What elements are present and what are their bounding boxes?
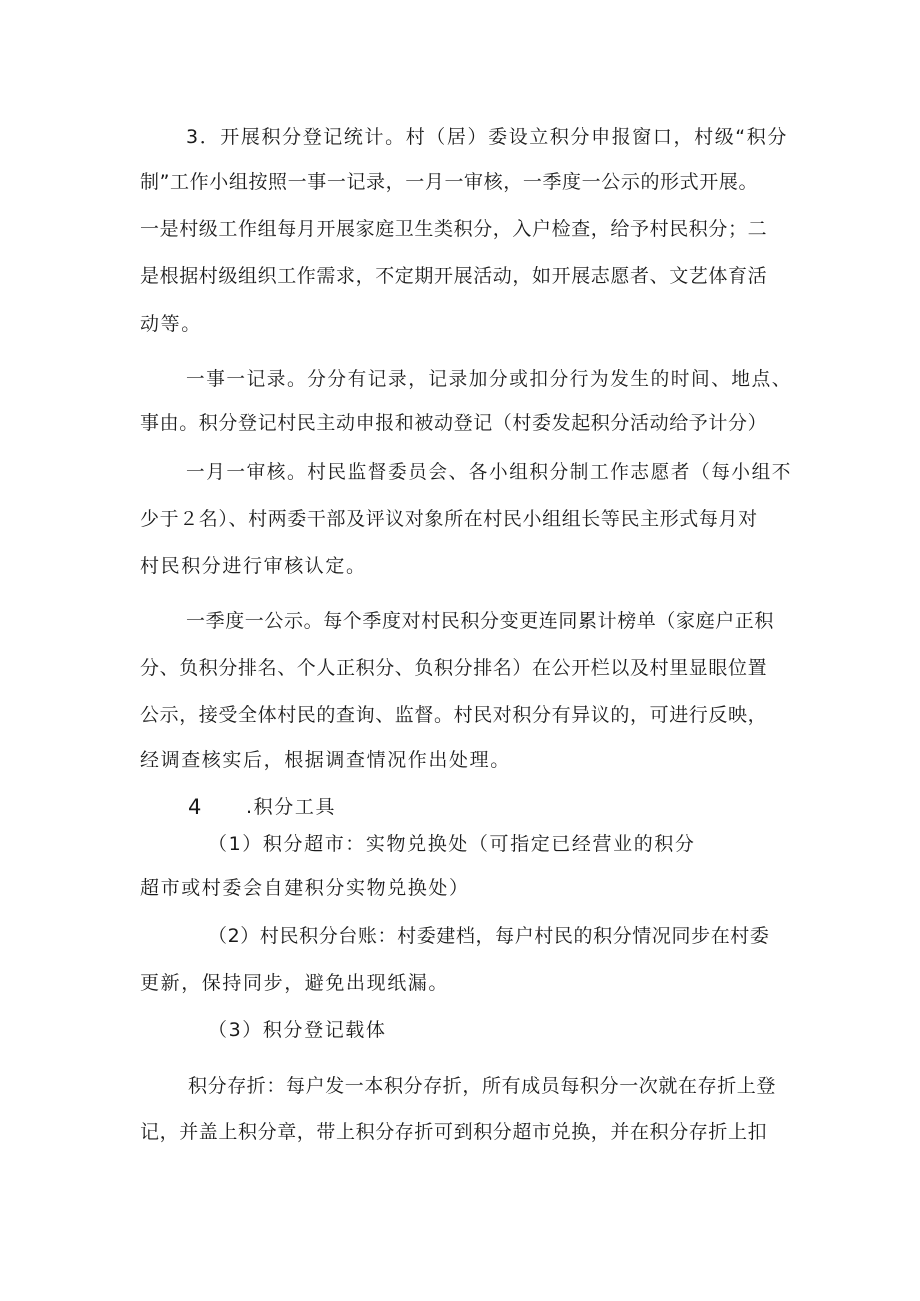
text-line: 超市或村委会自建积分实物兑换处）	[140, 877, 470, 899]
text-line: 村民积分进行审核认定。	[140, 555, 367, 577]
text-line: 公示，接受全体村民的查询、监督。村民对积分有异议的，可进行反映，	[140, 704, 768, 726]
text-line: 分、负积分排名、个人正积分、负积分排名）在公开栏以及村里显眼位置	[140, 657, 768, 679]
text-line: 更新，保持同步，避免出现纸漏。	[140, 972, 450, 994]
text-line: 3．开展积分登记统计。村（居）委设立积分申报窗口，村级“积分	[186, 126, 788, 148]
text-line: 一月一审核。村民监督委员会、各小组积分制工作志愿者（每小组不	[186, 461, 793, 483]
text-line: 积分存折：每户发一本积分存折，所有成员每积分一次就在存折上登	[188, 1075, 777, 1097]
text-line: 事由。积分登记村民主动申报和被动登记（村委发起积分活动给予计分）	[140, 412, 768, 434]
text-line: 少于２名）、村两委干部及评议对象所在村民小组组长等民主形式每月对	[140, 508, 758, 530]
text-line: 制”工作小组按照一事一记录，一月一审核，一季度一公示的形式开展。	[140, 171, 759, 193]
section-number: 4	[188, 795, 202, 819]
text-line: 一是村级工作组每月开展家庭卫生类积分，入户检查，给予村民积分；二	[140, 218, 768, 240]
section-title: .积分工具	[246, 796, 337, 818]
text-line: （3）积分登记载体	[208, 1019, 387, 1041]
text-line: 是根据村级组织工作需求，不定期开展活动，如开展志愿者、文艺体育活	[140, 265, 768, 287]
text-line: （2）村民积分台账：村委建档，每户村民的积分情况同步在村委	[208, 925, 770, 947]
text-line: （1）积分超市：实物兑换处（可指定已经营业的积分	[208, 833, 696, 855]
text-line: 动等。	[140, 313, 202, 335]
text-line: 记，并盖上积分章，带上积分存折可到积分超市兑换，并在积分存折上扣	[140, 1121, 768, 1143]
text-line: 经调查核实后，根据调查情况作出处理。	[140, 749, 511, 771]
text-line: 一事一记录。分分有记录，记录加分或扣分行为发生的时间、地点、	[186, 368, 793, 390]
text-line: 一季度一公示。每个季度对村民积分变更连同累计榜单（家庭户正积	[186, 610, 775, 632]
